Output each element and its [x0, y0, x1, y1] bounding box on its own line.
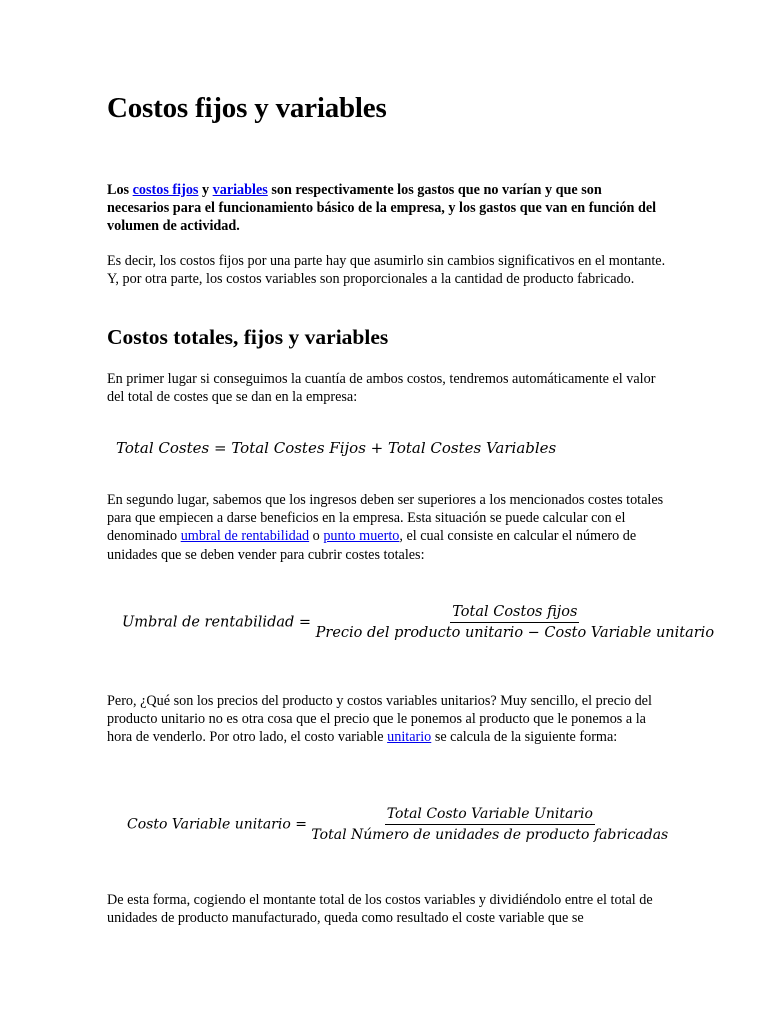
formula-total-costes: Total Costes = Total Costes Fijos + Total Costes Variables [116, 439, 557, 457]
link-costos-fijos[interactable]: costos fijos [132, 182, 199, 198]
intro-text-1: Los [107, 182, 133, 198]
formula3-lhs: Costo Variable unitario = [127, 816, 307, 833]
para4-text-3: , el cual consiste en calcular el número de unidades que se deben vender para cubrir costes totales: [107, 528, 637, 563]
formula2-denominator: Precio del producto unitario − Costo Variable unitario [315, 625, 715, 641]
para5-text-2: se calcula de la siguiente forma: [431, 729, 618, 746]
intro-paragraph [107, 181, 667, 236]
paragraph-4 [107, 491, 667, 564]
paragraph-6: De esta forma, cogiendo el montante total de los costos variables y dividiéndolo entre el total de unidades de producto manufacturado, queda como resultado el coste variable que se [107, 892, 653, 927]
formula3-denominator: Total Número de unidades de producto fabricadas [311, 827, 669, 843]
formula-costo-variable-unitario [127, 806, 668, 843]
link-variables[interactable]: variables [212, 182, 268, 198]
section-heading: Costos totales, fijos y variables [107, 325, 389, 349]
page-title: Costos fijos y variables [107, 92, 387, 124]
formula2-numerator: Total Costos fijos [450, 604, 579, 623]
link-unitario[interactable]: unitario [387, 729, 432, 746]
link-umbral-rentabilidad[interactable]: umbral de rentabilidad [180, 528, 310, 545]
para4-text-1: En segundo lugar, sabemos que los ingresos deben ser superiores a los mencionados costes totales para que empiecen a darse beneficios en la empresa. Esta situación se puede calcular con el denominado [107, 492, 664, 545]
formula2-lhs: Umbral de rentabilidad = [122, 614, 312, 631]
formula-umbral-rentabilidad [122, 604, 714, 641]
paragraph-2: Es decir, los costos fijos por una parte hay que asumirlo sin cambios significativos en el montante. Y, por otra parte, los costos variables son proporcionales a la cantidad de producto fabricado. [107, 253, 666, 288]
formula2-fraction [316, 604, 714, 641]
paragraph-3: En primer lugar si conseguimos la cuantía de ambos costos, tendremos automáticamente el valor del total de costes que se dan en la empresa: [107, 371, 656, 406]
paragraph-5 [107, 692, 667, 747]
link-punto-muerto[interactable]: punto muerto [323, 528, 400, 545]
para4-text-2: o [309, 528, 324, 545]
formula3-fraction [311, 806, 668, 843]
intro-text-3: son respectivamente los gastos que no varían y que son necesarios para el funcionamiento básico de la empresa, y los gastos que van en función del volumen de actividad. [107, 182, 657, 235]
intro-text-2: y [198, 182, 213, 198]
para5-text-1: Pero, ¿Qué son los precios del producto y costos variables unitarios? Muy sencillo, el precio del producto unitario no es otra cosa que el precio que le ponemos al producto que le ponemos a la hora de venderlo. Por otro lado, el costo variable [107, 693, 652, 746]
formula3-numerator: Total Costo Variable Unitario [385, 806, 595, 825]
